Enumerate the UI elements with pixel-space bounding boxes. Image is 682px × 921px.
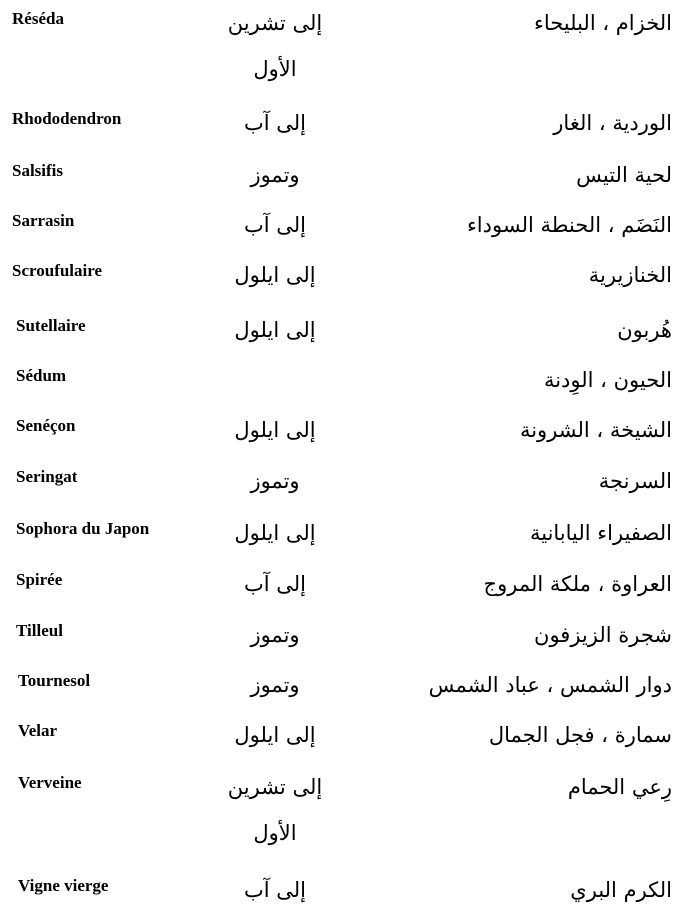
- month-text: إلى آب: [243, 213, 306, 237]
- month-continuation: الأول: [253, 821, 297, 845]
- month-text: إلى ايلول: [234, 263, 316, 287]
- arabic-name: العراوة ، ملكة المروج: [483, 572, 672, 596]
- latin-name: Seringat: [16, 467, 78, 486]
- latin-name: Verveine: [18, 773, 82, 792]
- arabic-name: لحية التيس: [576, 163, 672, 187]
- latin-name: Velar: [18, 721, 58, 740]
- month-text: إلى ايلول: [234, 318, 316, 342]
- latin-name: Salsifis: [12, 161, 64, 180]
- month-continuation: الأول: [253, 57, 297, 81]
- month-text: إلى ايلول: [234, 418, 316, 442]
- latin-name: Sarrasin: [12, 211, 75, 230]
- latin-name: Tilleul: [16, 621, 63, 640]
- month-text: إلى آب: [243, 878, 306, 902]
- month-text: إلى تشرين: [227, 775, 323, 799]
- latin-name: Vigne vierge: [18, 876, 109, 895]
- arabic-name: النَضَم ، الحنطة السوداء: [466, 213, 672, 237]
- arabic-name: السرنجة: [598, 469, 672, 493]
- month-text: وتموز: [250, 469, 300, 493]
- month-text: وتموز: [250, 673, 300, 697]
- month-text: وتموز: [250, 163, 300, 187]
- arabic-name: دوار الشمس ، عباد الشمس: [428, 673, 672, 697]
- arabic-name: هُربون: [617, 318, 672, 342]
- arabic-name: الخنازيرية: [588, 263, 672, 287]
- arabic-name: رِعي الحمام: [567, 775, 672, 799]
- latin-name: Rhododendron: [12, 109, 122, 128]
- month-text: وتموز: [250, 623, 300, 647]
- arabic-name: الكرم البري: [570, 878, 672, 902]
- month-text: إلى آب: [243, 572, 306, 596]
- arabic-name: سمارة ، فجل الجمال: [488, 723, 672, 747]
- latin-name: Scroufulaire: [12, 261, 103, 280]
- latin-name: Spirée: [16, 570, 63, 589]
- latin-name: Sophora du Japon: [16, 519, 150, 538]
- arabic-name: الحيون ، الوِدنة: [543, 368, 672, 392]
- latin-name: Tournesol: [18, 671, 91, 690]
- latin-name: Sédum: [16, 366, 67, 385]
- month-text: إلى ايلول: [234, 521, 316, 545]
- arabic-name: شجرة الزيزفون: [534, 623, 672, 647]
- arabic-name: الصفيراء اليابانية: [529, 521, 672, 545]
- latin-name: Réséda: [12, 9, 64, 28]
- latin-name: Sutellaire: [16, 316, 86, 335]
- arabic-name: الوردية ، الغار: [553, 111, 672, 135]
- arabic-name: الخزام ، البليحاء: [533, 11, 672, 35]
- latin-name: Senéçon: [16, 416, 76, 435]
- month-text: إلى آب: [243, 111, 306, 135]
- month-text: إلى ايلول: [234, 723, 316, 747]
- arabic-name: الشيخة ، الشرونة: [519, 418, 672, 442]
- month-text: إلى تشرين: [227, 11, 323, 35]
